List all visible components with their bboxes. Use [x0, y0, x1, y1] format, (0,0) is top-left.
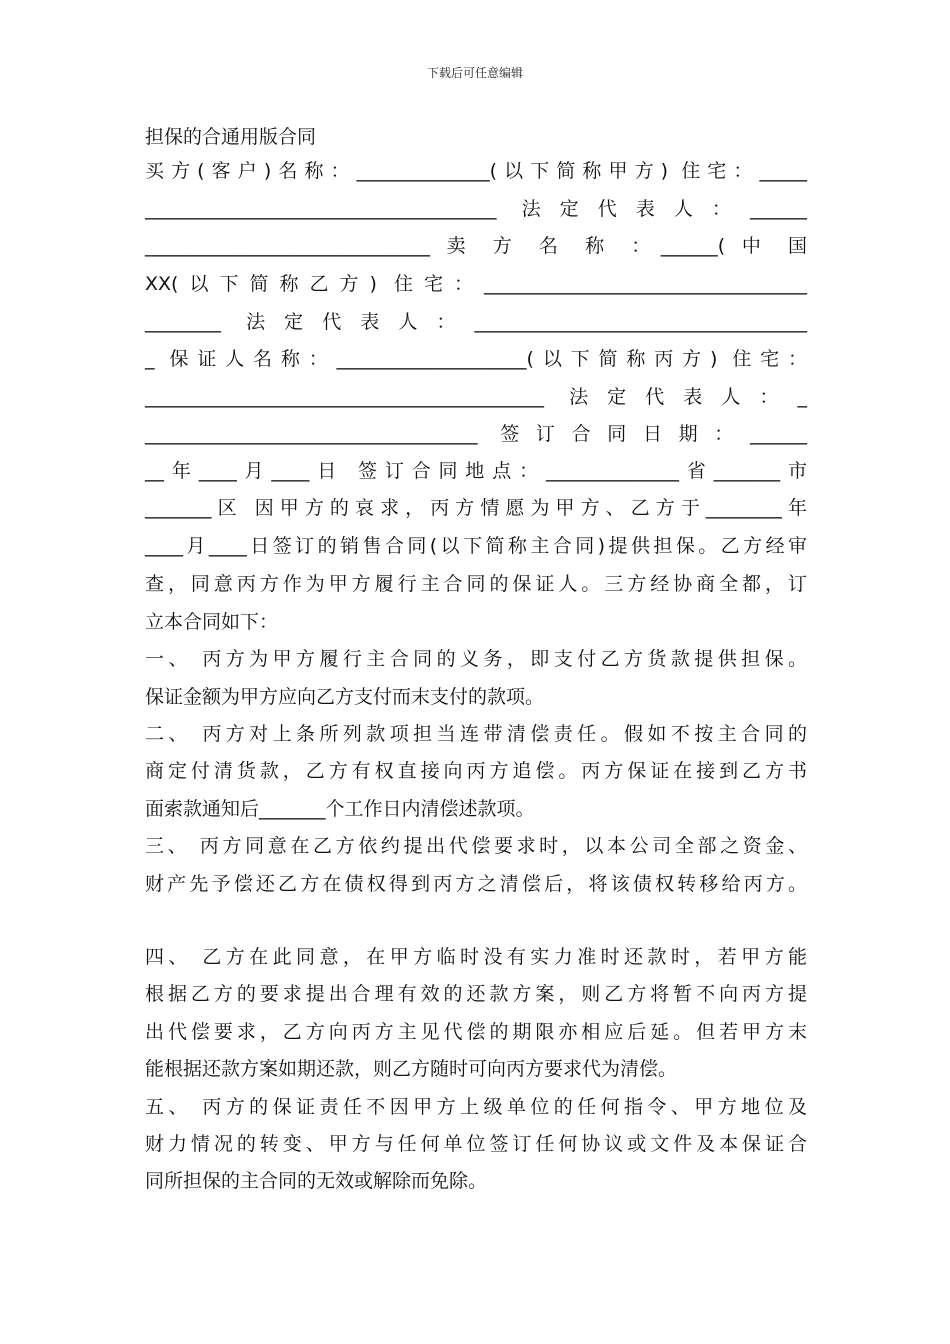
document-title: 担保的合通用版合同 — [145, 126, 317, 148]
clause-3: 财产先予偿还乙方在债权得到丙方之清偿后，将该债权转移给丙方。 — [145, 873, 807, 895]
contract-line: XX(以下简称乙方) 住宅：__________________________________ — [145, 273, 807, 295]
blank-line — [145, 903, 807, 940]
clause-2: 面索款通知后_______个工作日内清偿述款项。 — [145, 798, 535, 820]
clause-2: 二、 丙方对上条所列款项担当连带清偿责任。假如不按主合同的 — [145, 723, 807, 745]
contract-line: ________ 法定代表人：___________________________________ — [145, 311, 807, 333]
clause-4: 出代偿要求，乙方向丙方主见代偿的期限亦相应后延。但若甲方末 — [145, 1021, 807, 1043]
contract-line: _ 保证人名称：____________________(以下简称丙方) 住宅： — [145, 348, 807, 370]
contract-line: __年____月____日 签订合同地点：______________省_______市 — [145, 460, 807, 482]
clause-3: 三、 丙方同意在乙方依约提出代偿要求时，以本公司全部之资金、 — [145, 835, 807, 857]
contract-line: 买方(客户)名称：______________(以下简称甲方) 住宅：_____ — [145, 160, 807, 182]
contract-line: ______________________________ 卖 方 名 称 ：______( 中 国 — [145, 235, 807, 257]
contract-line: __________________________________________ 法定代表人：_ — [145, 386, 807, 408]
contract-line: ___________________________________ 签订合同日期：______ — [145, 423, 807, 445]
clause-2: 商定付清货款，乙方有权直接向丙方追偿。丙方保证在接到乙方书 — [145, 760, 807, 782]
contract-line: 查，同意丙方作为甲方履行主合同的保证人。三方经协商全都，订 — [145, 573, 807, 595]
contract-line: _______区 因甲方的哀求，丙方情愿为甲方、乙方于________年 — [145, 497, 807, 519]
page-header: 下载后可任意编辑 — [426, 66, 523, 80]
clause-4: 能根据还款方案如期还款，则乙方随时可向丙方要求代为清偿。 — [145, 1058, 678, 1080]
clause-4: 根据乙方的要求提出合理有效的还款方案，则乙方将暂不向丙方提 — [145, 983, 807, 1005]
clause-5: 五、 丙方的保证责任不因甲方上级单位的任何指令、甲方地位及 — [145, 1096, 807, 1118]
clause-5: 财力情况的转变、甲方与任何单位签订任何协议或文件及本保证合 — [145, 1133, 807, 1155]
clause-1: 保证金额为甲方应向乙方支付而末支付的款项。 — [145, 686, 545, 708]
contract-line: 立本合同如下： — [145, 611, 279, 633]
contract-line: _____________________________________ 法定代表人：______ — [145, 198, 807, 220]
clause-4: 四、 乙方在此同意，在甲方临时没有实力准时还款时，若甲方能 — [145, 946, 807, 968]
clause-5: 同所担保的主合同的无效或解除而免除。 — [145, 1170, 488, 1192]
clause-1: 一、 丙方为甲方履行主合同的义务，即支付乙方货款提供担保。 — [145, 648, 807, 670]
contract-line: ____月____日签订的销售合同(以下简称主合同)提供担保。乙方经审 — [145, 535, 807, 557]
